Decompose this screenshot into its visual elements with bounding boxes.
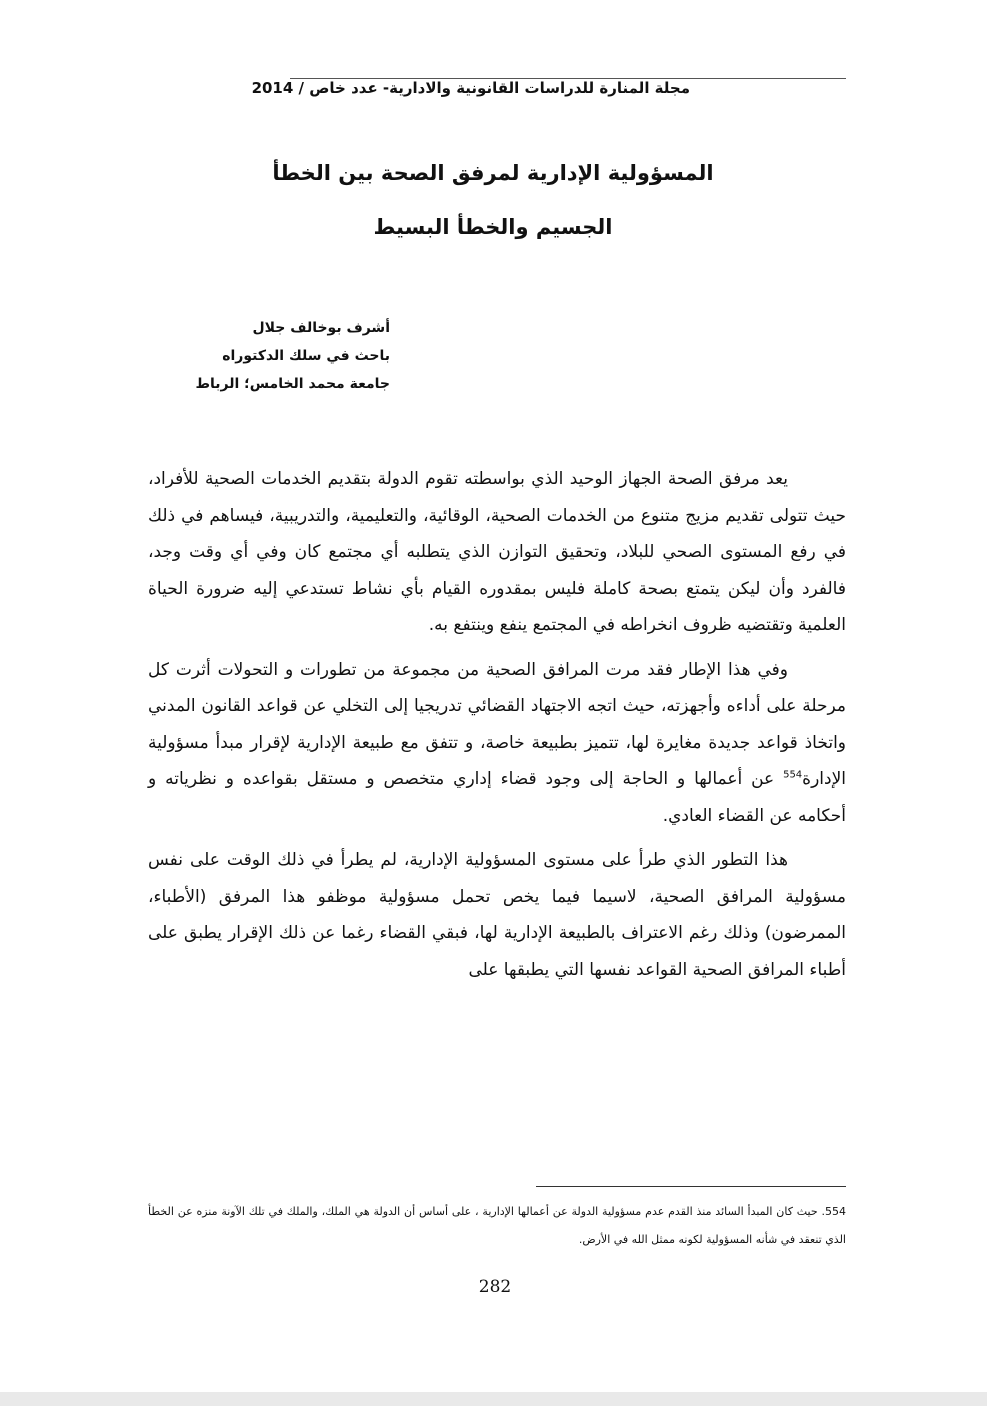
author-role: باحث في سلك الدكتوراه	[222, 348, 390, 364]
paragraph-2-text: وفي هذا الإطار فقد مرت المرافق الصحية من مجموعة من تطورات و التحولات أثرت كل مرحلة على أداءه وأجهزته، حيث اتجه الاجتهاد القضائي تدريجيا إلى التخلي عن قواعد القانون المدني واتخاذ قواعد جديدة مغايرة لها، تتميز بطبيعة خاصة، و تتفق مع طبيعة الإدارية لإقرار مبدأ مسؤولية الإدارة	[148, 659, 846, 789]
journal-header: مجلة المنارة للدراسات القانونية والادارية- عدد خاص / 2014	[251, 79, 690, 97]
author-name: أشرف بوخالف جلال	[252, 320, 390, 336]
author-block	[140, 314, 390, 398]
footnote-divider	[536, 1186, 846, 1187]
page-number: 282	[478, 1277, 512, 1297]
body-paragraph-1: يعد مرفق الصحة الجهاز الوحيد الذي بواسطته تقوم الدولة بتقديم الخدمات الصحية للأفراد، حيث تتولى تقديم مزيج متنوع من الخدمات الصحية، الوقائية، والتعليمية، والتدريبية، فيساهم في ذلك في رفع المستوى الصحي للبلاد، وتحقيق التوازن الذي يتطلبه أي مجتمع كان وفي أي وقت وجد، فالفرد وأن ليكن يتمتع بصحة كاملة فليس بمقدوره القيام بأي نشاط تستدعي إليه ضرورة الحياة العلمية وتقتضيه ظروف انخراطه في المجتمع ينفع وينتفع به.	[148, 469, 846, 635]
article-title-line-2: الجسيم والخطأ البسيط	[373, 215, 613, 239]
body-paragraph-2	[148, 652, 846, 835]
page-bottom-band	[0, 1392, 987, 1406]
paragraph-2-text-continued: عن أعمالها و الحاجة إلى وجود قضاء إداري متخصص و مستقل بقواعده و نظرياته و أحكامه عن القضاء العادي.	[148, 769, 846, 826]
footnote-554: 554. حيث كان المبدأ السائد منذ القدم عدم مسؤولية الدولة عن أعمالها الإدارية ، على أساس أن الدولة هي الملك، والملك في تلك الآونة منزه عن الخطأ الذي تنعقد في شأنه المسؤولية لكونه ممثل الله في الأرض.	[148, 1205, 846, 1246]
footnote-reference: 554	[783, 769, 803, 781]
article-title-line-1: المسؤولية الإدارية لمرفق الصحة بين الخطأ	[272, 161, 714, 185]
article-body	[148, 461, 846, 996]
author-affiliation: جامعة محمد الخامس؛ الرباط	[195, 376, 390, 392]
body-paragraph-3: هذا التطور الذي طرأ على مستوى المسؤولية الإدارية، لم يطرأ في ذلك الوقت على نفس مسؤولية المرافق الصحية، لاسيما فيما يخص تحمل مسؤولية موظفو هذا المرفق (الأطباء، الممرضون) وذلك رغم الاعتراف بالطبيعة الإدارية لها، فبقي القضاء رغما عن ذلك الإقرار يطبق على أطباء المرافق الصحية القواعد نفسها التي يطبقها على	[148, 850, 846, 980]
